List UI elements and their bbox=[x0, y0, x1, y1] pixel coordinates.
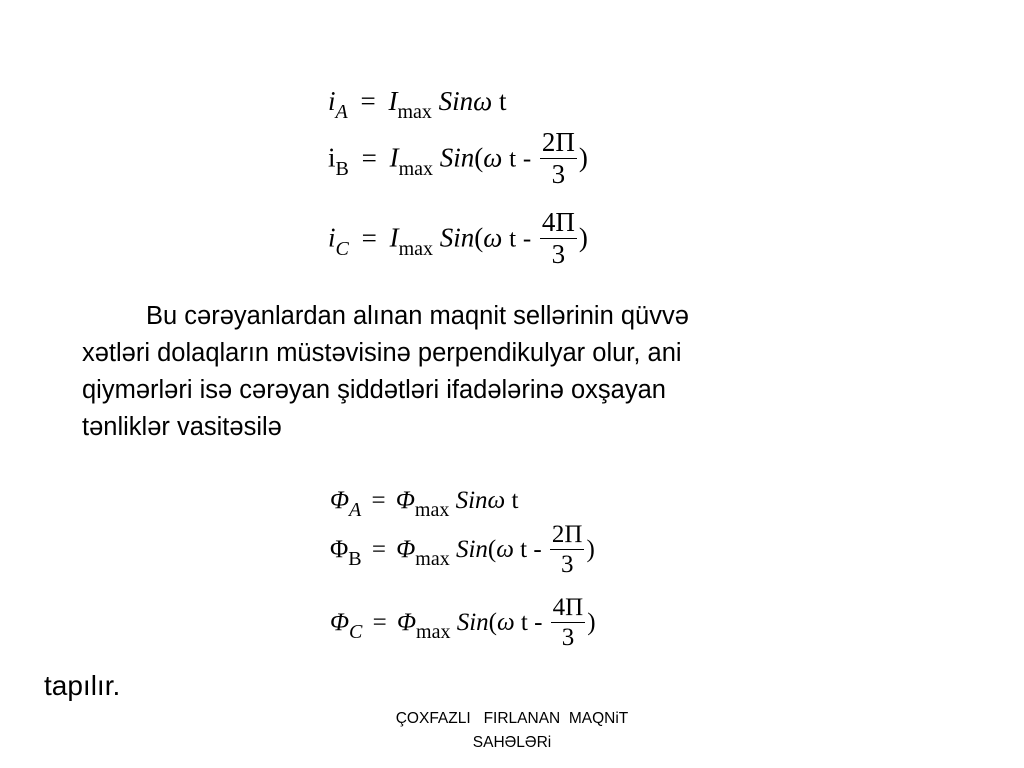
subscript-a: A bbox=[335, 101, 348, 123]
paragraph-line-4: tənliklər vasitəsilə bbox=[82, 413, 282, 441]
sin-function: Sin bbox=[439, 142, 475, 173]
subscript-c: C bbox=[335, 237, 349, 260]
subscript-max: max bbox=[398, 237, 434, 260]
subscript-max: max bbox=[415, 548, 450, 571]
equation-current-b bbox=[328, 127, 588, 190]
symbol-i: i bbox=[328, 222, 336, 253]
symbol-i: i bbox=[328, 142, 336, 173]
subscript-b: B bbox=[348, 548, 362, 571]
omega-symbol: ω bbox=[483, 142, 503, 173]
minus-sign: - bbox=[522, 145, 532, 173]
equals-sign: = bbox=[371, 536, 386, 564]
fraction-numerator: 4Π bbox=[541, 207, 575, 237]
open-paren: ( bbox=[488, 609, 497, 637]
omega-symbol: ω bbox=[487, 487, 506, 514]
fraction-2pi-3 bbox=[550, 522, 585, 577]
paragraph-line-3: qiymərləri isə cərəyan şiddətləri ifadələrinə oxşayan bbox=[82, 376, 666, 404]
subscript-max: max bbox=[397, 101, 432, 123]
closing-word: tapılır. bbox=[44, 670, 121, 701]
close-paren: ) bbox=[587, 609, 596, 637]
close-paren: ) bbox=[578, 222, 588, 253]
fraction-4pi-3 bbox=[540, 209, 577, 268]
fraction-2pi-3 bbox=[540, 129, 577, 188]
paragraph-line-1: Bu cərəyanlardan alınan maqnit sellərinin qüvvə bbox=[146, 302, 689, 330]
omega-symbol: ω bbox=[483, 222, 503, 253]
sin-function: Sin bbox=[438, 86, 474, 116]
symbol-i-amplitude: I bbox=[388, 86, 398, 116]
symbol-phi-amplitude: Φ bbox=[396, 609, 417, 637]
sin-function: Sin bbox=[455, 536, 488, 564]
open-paren: ( bbox=[474, 222, 484, 253]
fraction-numerator: 4Π bbox=[552, 594, 584, 621]
symbol-phi: Φ bbox=[330, 536, 349, 564]
time-symbol: t bbox=[499, 86, 507, 116]
time-symbol: t bbox=[520, 536, 528, 564]
fraction-denominator: 3 bbox=[551, 159, 566, 189]
time-symbol: t bbox=[520, 609, 528, 637]
symbol-phi: Φ bbox=[330, 487, 350, 514]
symbol-i-amplitude: I bbox=[389, 222, 399, 253]
equation-flux-a bbox=[330, 487, 519, 521]
time-symbol: t bbox=[509, 145, 517, 173]
open-paren: ( bbox=[487, 536, 497, 564]
symbol-phi-amplitude: Φ bbox=[395, 487, 415, 514]
minus-sign: - bbox=[533, 536, 542, 564]
fraction-4pi-3 bbox=[551, 595, 586, 650]
close-paren: ) bbox=[578, 142, 588, 173]
time-symbol: t bbox=[511, 487, 519, 514]
symbol-i: i bbox=[328, 86, 336, 116]
equals-sign: = bbox=[372, 609, 387, 637]
fraction-numerator: 2Π bbox=[541, 127, 575, 157]
equals-sign: = bbox=[361, 142, 377, 173]
symbol-phi: Φ bbox=[330, 609, 350, 637]
sin-function: Sin bbox=[455, 487, 488, 514]
equals-sign: = bbox=[360, 86, 376, 116]
paragraph-line-2: xətləri dolaqların müstəvisinə perpendikulyar olur, ani bbox=[82, 339, 682, 367]
subscript-max: max bbox=[414, 499, 450, 521]
omega-symbol: ω bbox=[496, 536, 514, 564]
subscript-b: B bbox=[335, 157, 349, 180]
equation-flux-b bbox=[330, 521, 595, 579]
equals-sign: = bbox=[361, 222, 377, 253]
explanation-paragraph bbox=[82, 298, 942, 446]
footer-line-1: ÇOXFAZLI FIRLANAN MAQNiT bbox=[395, 710, 629, 727]
minus-sign: - bbox=[534, 609, 543, 637]
equation-current-a bbox=[328, 86, 507, 123]
omega-symbol: ω bbox=[496, 609, 515, 637]
equation-flux-c bbox=[330, 594, 596, 652]
slide-footer bbox=[312, 707, 712, 755]
time-symbol: t bbox=[509, 225, 517, 253]
close-paren: ) bbox=[586, 536, 595, 564]
symbol-i-amplitude: I bbox=[389, 142, 399, 173]
fraction-numerator: 2Π bbox=[551, 521, 583, 548]
subscript-max: max bbox=[416, 621, 451, 644]
fraction-denominator: 3 bbox=[560, 551, 574, 578]
open-paren: ( bbox=[474, 142, 484, 173]
fraction-denominator: 3 bbox=[551, 239, 566, 269]
minus-sign: - bbox=[522, 225, 532, 253]
subscript-a: A bbox=[349, 499, 362, 521]
omega-symbol: ω bbox=[473, 86, 493, 116]
fraction-denominator: 3 bbox=[561, 624, 575, 651]
equation-current-c bbox=[328, 207, 588, 270]
subscript-max: max bbox=[398, 157, 434, 180]
sin-function: Sin bbox=[456, 609, 489, 637]
equals-sign: = bbox=[371, 487, 386, 514]
sin-function: Sin bbox=[439, 222, 475, 253]
footer-line-2: SAHƏLƏRi bbox=[472, 734, 552, 751]
subscript-c: C bbox=[349, 621, 363, 644]
symbol-phi-amplitude: Φ bbox=[396, 536, 416, 564]
